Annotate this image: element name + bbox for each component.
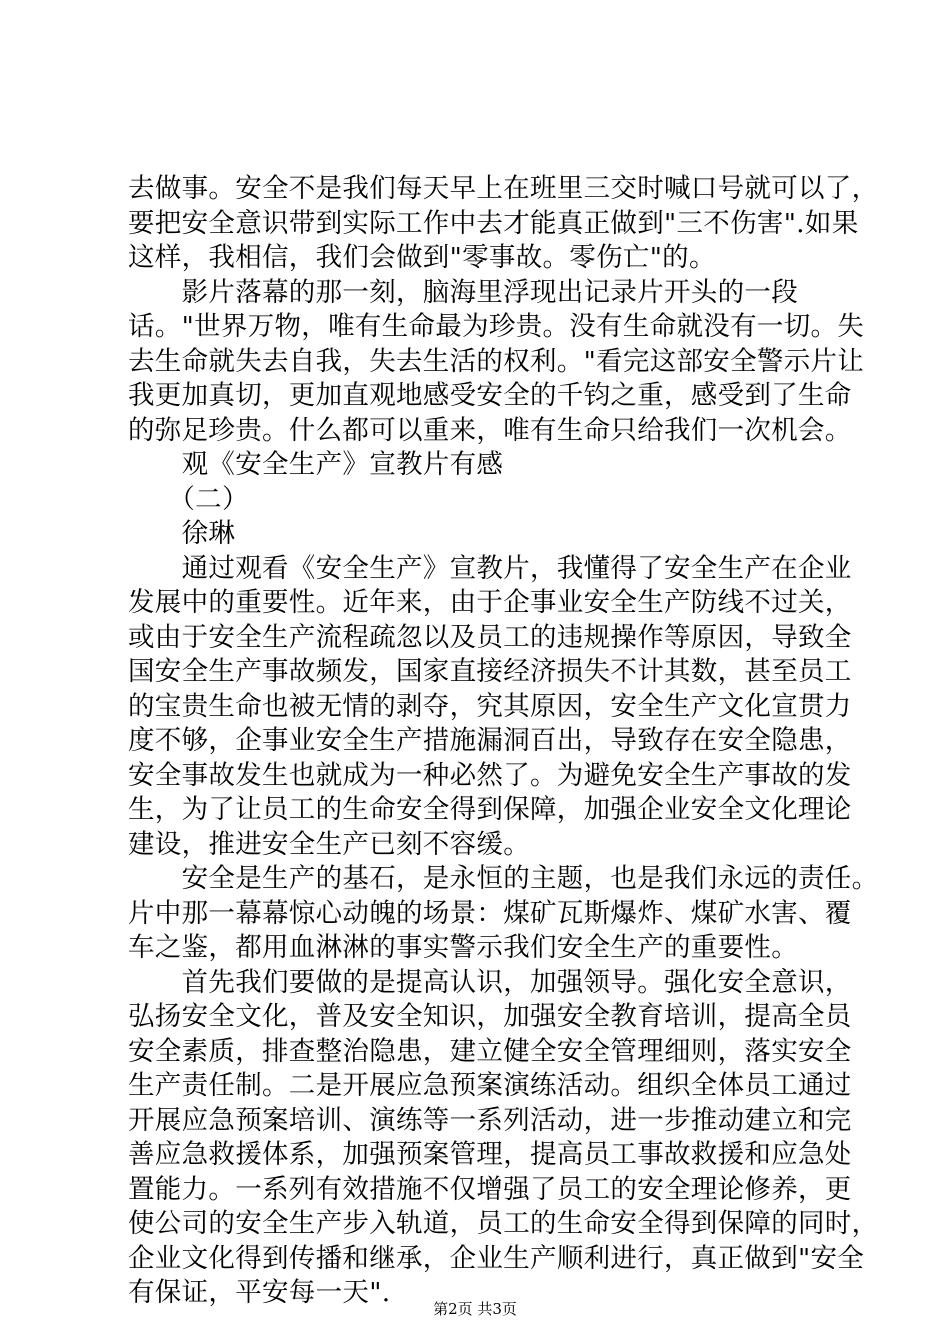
text-line: 生产责任制。二是开展应急预案演练活动。组织全体员工通过 [128, 1070, 852, 1101]
text-line: （二） [128, 483, 249, 515]
text-line: 置能力。一系列有效措施不仅增强了员工的安全理论修养，更 [128, 1173, 852, 1205]
text-line: 要把安全意识带到实际工作中去才能真正做到"三不伤害".如果 [128, 207, 859, 239]
body-text [128, 172, 879, 1311]
text-line: 观《安全生产》宣教片有感 [128, 449, 504, 480]
text-line: 话。"世界万物，唯有生命最为珍贵。没有生命就没有一切。失 [128, 311, 865, 342]
text-line: 首先我们要做的是提高认识，加强领导。强化安全意识， [128, 966, 852, 998]
text-line: 我更加真切，更加直观地感受安全的千钧之重，感受到了生命 [128, 380, 852, 411]
text-line: 开展应急预案培训、演练等一系列活动，进一步推动建立和完 [128, 1104, 852, 1136]
text-line: 这样，我相信，我们会做到"零事故。零伤亡"的。 [128, 242, 716, 273]
text-line: 安全事故发生也就成为一种必然了。为避免安全生产事故的发 [128, 759, 852, 791]
text-line: 度不够，企事业安全生产措施漏洞百出，导致存在安全隐患， [128, 725, 852, 756]
text-line: 安全素质，排查整治隐患，建立健全安全管理细则，落实安全 [128, 1035, 852, 1067]
text-line: 安全是生产的基石，是永恒的主题，也是我们永远的责任。 [128, 863, 879, 894]
text-line: 使公司的安全生产步入轨道，员工的生命安全得到保障的同时， [128, 1208, 879, 1239]
text-line: 弘扬安全文化，普及安全知识，加强安全教育培训，提高全员 [128, 1001, 852, 1032]
text-line: 去生命就失去自我，失去生活的权利。"看完这部安全警示片让 [128, 345, 865, 377]
text-line: 影片落幕的那一刻，脑海里浮现出记录片开头的一段 [128, 276, 798, 308]
text-line: 徐琳 [128, 518, 236, 549]
text-line: 的宝贵生命也被无情的剥夺，究其原因，安全生产文化宣贯力 [128, 690, 852, 722]
text-line: 国安全生产事故频发，国家直接经济损失不计其数，甚至员工 [128, 656, 852, 687]
text-line: 生，为了让员工的生命安全得到保障，加强企业安全文化理论 [128, 794, 852, 825]
text-line: 有保证，平安每一天". [128, 1277, 391, 1308]
text-line: 片中那一幕幕惊心动魄的场景：煤矿瓦斯爆炸、煤矿水害、覆 [128, 897, 852, 929]
text-line: 或由于安全生产流程疏忽以及员工的违规操作等原因，导致全 [128, 621, 852, 653]
text-line: 发展中的重要性。近年来，由于企事业安全生产防线不过关， [128, 587, 852, 618]
text-line: 的弥足珍贵。什么都可以重来，唯有生命只给我们一次机会。 [128, 414, 852, 446]
text-line: 善应急救援体系，加强预案管理，提高员工事故救援和应急处 [128, 1139, 852, 1170]
text-line: 去做事。安全不是我们每天早上在班里三交时喊口号就可以了， [128, 173, 879, 204]
text-line: 通过观看《安全生产》宣教片，我懂得了安全生产在企业 [128, 552, 852, 584]
text-line: 建设，推进安全生产已刻不容缓。 [128, 828, 530, 860]
text-line: 车之鉴，都用血淋淋的事实警示我们安全生产的重要性。 [128, 932, 798, 963]
text-line: 企业文化得到传播和继承，企业生产顺利进行，真正做到"安全 [128, 1242, 865, 1274]
page-footer: 第2页 共3页 [433, 1300, 517, 1318]
